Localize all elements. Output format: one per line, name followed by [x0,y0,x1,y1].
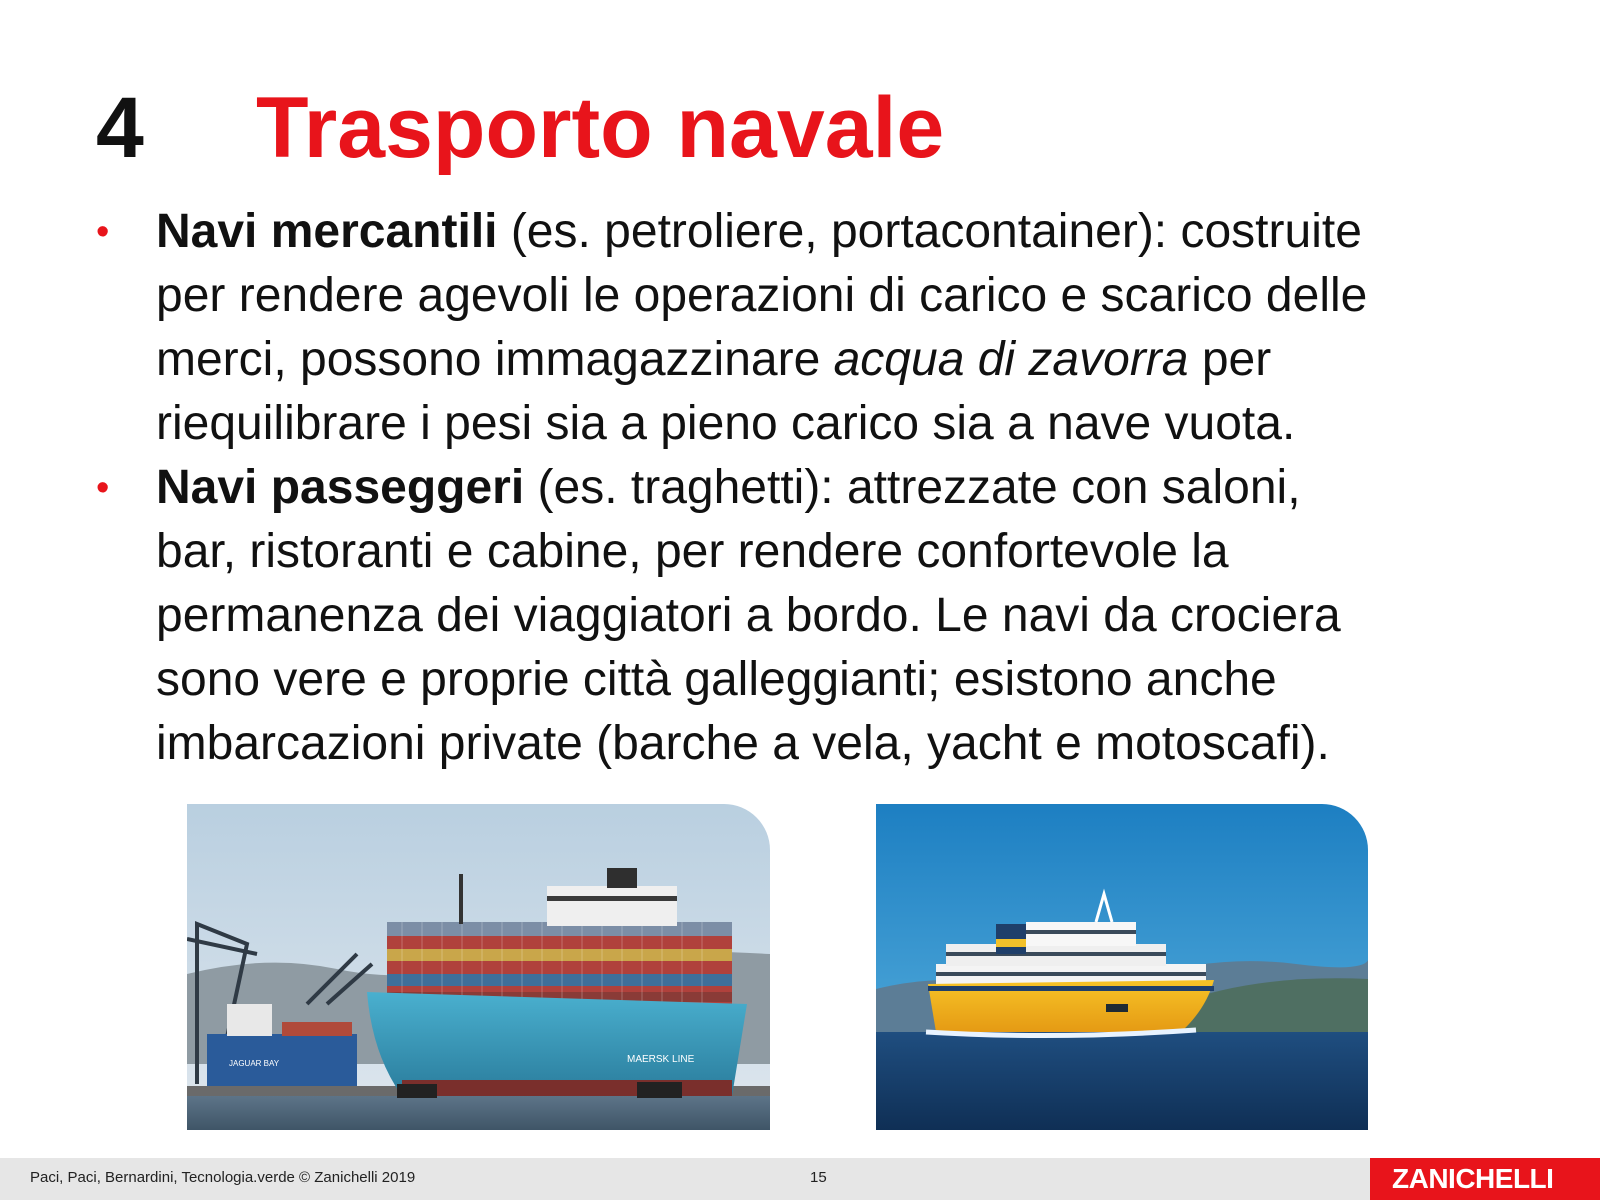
line-text: per [1188,333,1272,386]
bold-term: Navi passeggeri [156,461,525,514]
bullet-icon: • [96,211,110,253]
container-ship-illustration [187,804,770,1130]
bullet-line: per rendere agevoli le operazioni di carico e scarico delle [156,269,1368,322]
bullet-line [156,200,1556,264]
bullet-line: riequilibrare i pesi sia a pieno carico sia a nave vuota. [156,397,1296,450]
bullet-line: permanenza dei viaggiatori a bordo. Le navi da crociera [156,589,1341,642]
line-text: (es. petroliere, portacontainer): costruite [497,205,1362,258]
bullet-passenger-ships [96,456,1556,776]
title-text: Trasporto navale [256,80,945,176]
tug-lettering: JAGUAR BAY [229,1059,280,1068]
bullet-line: sono vere e proprie città galleggianti; esistono anche [156,653,1277,706]
bullet-line: imbarcazioni private (barche a vela, yacht e motoscafi). [156,717,1330,770]
bullet-line [156,328,1556,392]
bullet-merchant-ships [96,200,1556,456]
ferry-photo [876,804,1368,1130]
line-text: merci, possono immagazzinare [156,333,834,386]
publisher-logo: ZANICHELLI [1370,1158,1600,1200]
bullet-line [156,456,1556,520]
line-text: (es. traghetti): attrezzate con saloni, [524,461,1301,514]
section-number: 4 [96,80,144,176]
page-number: 15 [810,1169,827,1186]
hull-lettering: MAERSK LINE [627,1054,695,1065]
footer-bar [0,1158,1600,1200]
container-ship-photo [187,804,770,1130]
bullet-list [96,200,1556,776]
footer-credit: Paci, Paci, Bernardini, Tecnologia.verde © Zanichelli 2019 [30,1169,416,1186]
bullet-icon: • [96,467,110,509]
italic-term: acqua di zavorra [833,333,1189,386]
bold-term: Navi mercantili [156,205,498,258]
bullet-line: bar, ristoranti e cabine, per rendere confortevole la [156,525,1229,578]
ferry-illustration [876,804,1368,1130]
